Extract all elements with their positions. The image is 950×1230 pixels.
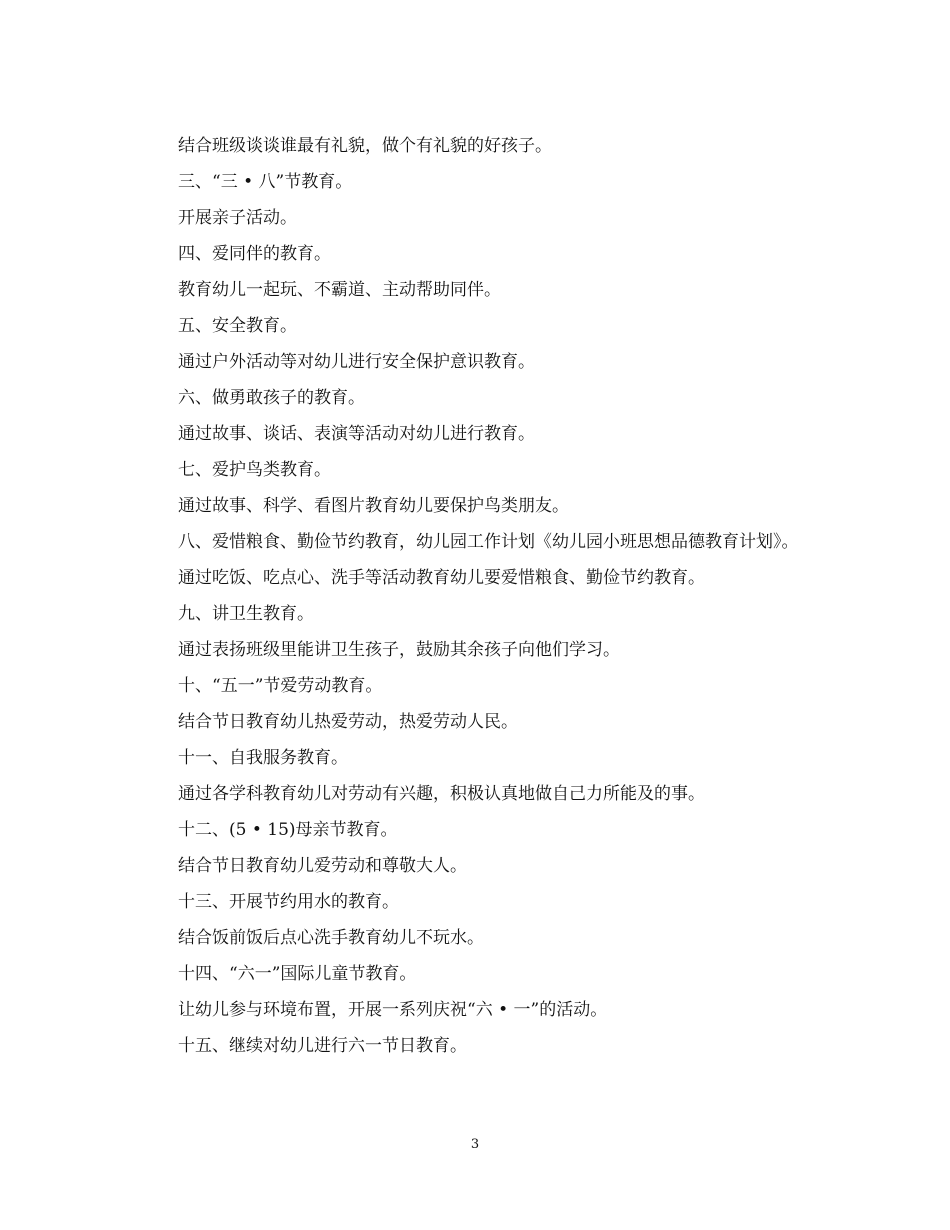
- section-heading: 十五、继续对幼儿进行六一节日教育。: [178, 1036, 467, 1056]
- section-heading: 八、爱惜粮食、勤俭节约教育，幼儿园工作计划《幼儿园小班思想品德教育计划》。: [178, 532, 799, 552]
- paragraph: 让幼儿参与环境布置，开展一系列庆祝“六 • 一”的活动。: [178, 1000, 608, 1020]
- page-number: 3: [470, 1137, 480, 1152]
- paragraph: 结合饭前饭后点心洗手教育幼儿不玩水。: [178, 928, 484, 948]
- section-heading: 十、“五一”节爱劳动教育。: [178, 676, 383, 696]
- section-heading: 四、爱同伴的教育。: [178, 244, 331, 264]
- section-heading: 九、讲卫生教育。: [178, 604, 314, 624]
- paragraph: 开展亲子活动。: [178, 208, 297, 228]
- section-heading: 十二、(5 • 15)母亲节教育。: [178, 820, 398, 840]
- paragraph: 结合节日教育幼儿爱劳动和尊敬大人。: [178, 856, 467, 876]
- paragraph: 结合班级谈谈谁最有礼貌，做个有礼貌的好孩子。: [178, 136, 552, 156]
- paragraph: 通过表扬班级里能讲卫生孩子，鼓励其余孩子向他们学习。: [178, 640, 620, 660]
- section-heading: 六、做勇敢孩子的教育。: [178, 388, 365, 408]
- section-heading: 十三、开展节约用水的教育。: [178, 892, 399, 912]
- paragraph: 结合节日教育幼儿热爱劳动，热爱劳动人民。: [178, 712, 518, 732]
- section-heading: 十四、“六一”国际儿童节教育。: [178, 964, 417, 984]
- paragraph: 通过各学科教育幼儿对劳动有兴趣，积极认真地做自己力所能及的事。: [178, 784, 705, 804]
- section-heading: 三、“三 • 八”节教育。: [178, 172, 353, 192]
- paragraph: 通过吃饭、吃点心、洗手等活动教育幼儿要爱惜粮食、勤俭节约教育。: [178, 568, 705, 588]
- paragraph: 教育幼儿一起玩、不霸道、主动帮助同伴。: [178, 280, 501, 300]
- document-body: [142, 128, 812, 1064]
- section-heading: 五、安全教育。: [178, 316, 297, 336]
- section-heading: 七、爱护鸟类教育。: [178, 460, 331, 480]
- paragraph: 通过户外活动等对幼儿进行安全保护意识教育。: [178, 352, 535, 372]
- paragraph: 通过故事、谈话、表演等活动对幼儿进行教育。: [178, 424, 535, 444]
- section-heading: 十一、自我服务教育。: [178, 748, 348, 768]
- paragraph: 通过故事、科学、看图片教育幼儿要保护鸟类朋友。: [178, 496, 569, 516]
